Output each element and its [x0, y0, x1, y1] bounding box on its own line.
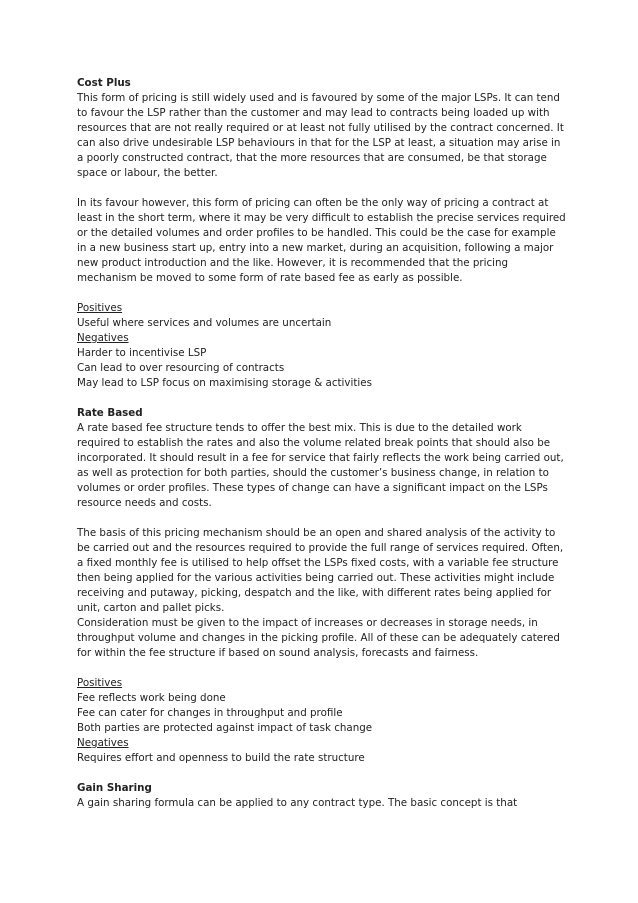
- spacer: [77, 286, 567, 301]
- section-heading: Cost Plus: [77, 77, 131, 89]
- positives-label: Positives: [77, 302, 123, 314]
- paragraph: A rate based fee structure tends to offer the best mix. This is due to the detailed work required to establish the rates and also the volume related break points that should also be incorporated. It should result in a fee for service that fairly reflects the work being carried out, as well as protection for both parties, should the customer’s business change, in relation to volumes or order profiles. These types of change can have a significant impact on the LSPs resource needs and costs.: [77, 422, 564, 509]
- positives-label: Positives: [77, 677, 123, 689]
- document-page: [77, 76, 567, 811]
- list-item: Fee reflects work being done: [77, 692, 226, 704]
- list-item: Requires effort and openness to build the rate structure: [77, 752, 365, 764]
- spacer: [77, 661, 567, 676]
- section-rate-based: [77, 406, 567, 766]
- section-heading: Rate Based: [77, 407, 143, 419]
- spacer: [77, 766, 567, 781]
- list-item: Both parties are protected against impact of task change: [77, 722, 373, 734]
- negatives-label: Negatives: [77, 737, 129, 749]
- list-item: Can lead to over resourcing of contracts: [77, 362, 285, 374]
- paragraph: In its favour however, this form of pricing can often be the only way of pricing a contract at least in the short term, where it may be very difficult to establish the precise services required or the detailed volumes and order profiles to be handled. This could be the case for example in a new business start up, entry into a new market, during an acquisition, following a major new product introduction and the like. However, it is recommended that the pricing mechanism be moved to some form of rate based fee as early as possible.: [77, 197, 566, 284]
- section-cost-plus: [77, 76, 567, 391]
- section-gain-sharing: [77, 781, 567, 811]
- paragraph: The basis of this pricing mechanism should be an open and shared analysis of the activity to be carried out and the resources required to provide the full range of services required. Often, a fixed monthly fee is utilised to help offset the LSPs fixed costs, with a variable fee structure then being applied for the various activities being carried out. These activities might include receiving and putaway, picking, despatch and the like, with different rates being applied for unit, carton and pallet picks.: [77, 527, 564, 614]
- paragraph: Consideration must be given to the impact of increases or decreases in storage needs, in throughput volume and changes in the picking profile. All of these can be adequately catered for within the fee structure if based on sound analysis, forecasts and fairness.: [77, 617, 560, 659]
- list-item: May lead to LSP focus on maximising storage & activities: [77, 377, 372, 389]
- list-item: Useful where services and volumes are uncertain: [77, 317, 332, 329]
- spacer: [77, 181, 567, 196]
- list-item: Fee can cater for changes in throughput and profile: [77, 707, 343, 719]
- paragraph: This form of pricing is still widely used and is favoured by some of the major LSPs. It can tend to favour the LSP rather than the customer and may lead to contracts being loaded up with resources that are not really required or at least not fully utilised by the contract concerned. It can also drive undesirable LSP behaviours in that for the LSP at least, a situation may arise in a poorly constructed contract, that the more resources that are consumed, be that storage space or labour, the better.: [77, 92, 564, 179]
- section-heading: Gain Sharing: [77, 782, 152, 794]
- spacer: [77, 391, 567, 406]
- negatives-label: Negatives: [77, 332, 129, 344]
- spacer: [77, 511, 567, 526]
- list-item: Harder to incentivise LSP: [77, 347, 207, 359]
- paragraph: A gain sharing formula can be applied to any contract type. The basic concept is that: [77, 797, 518, 809]
